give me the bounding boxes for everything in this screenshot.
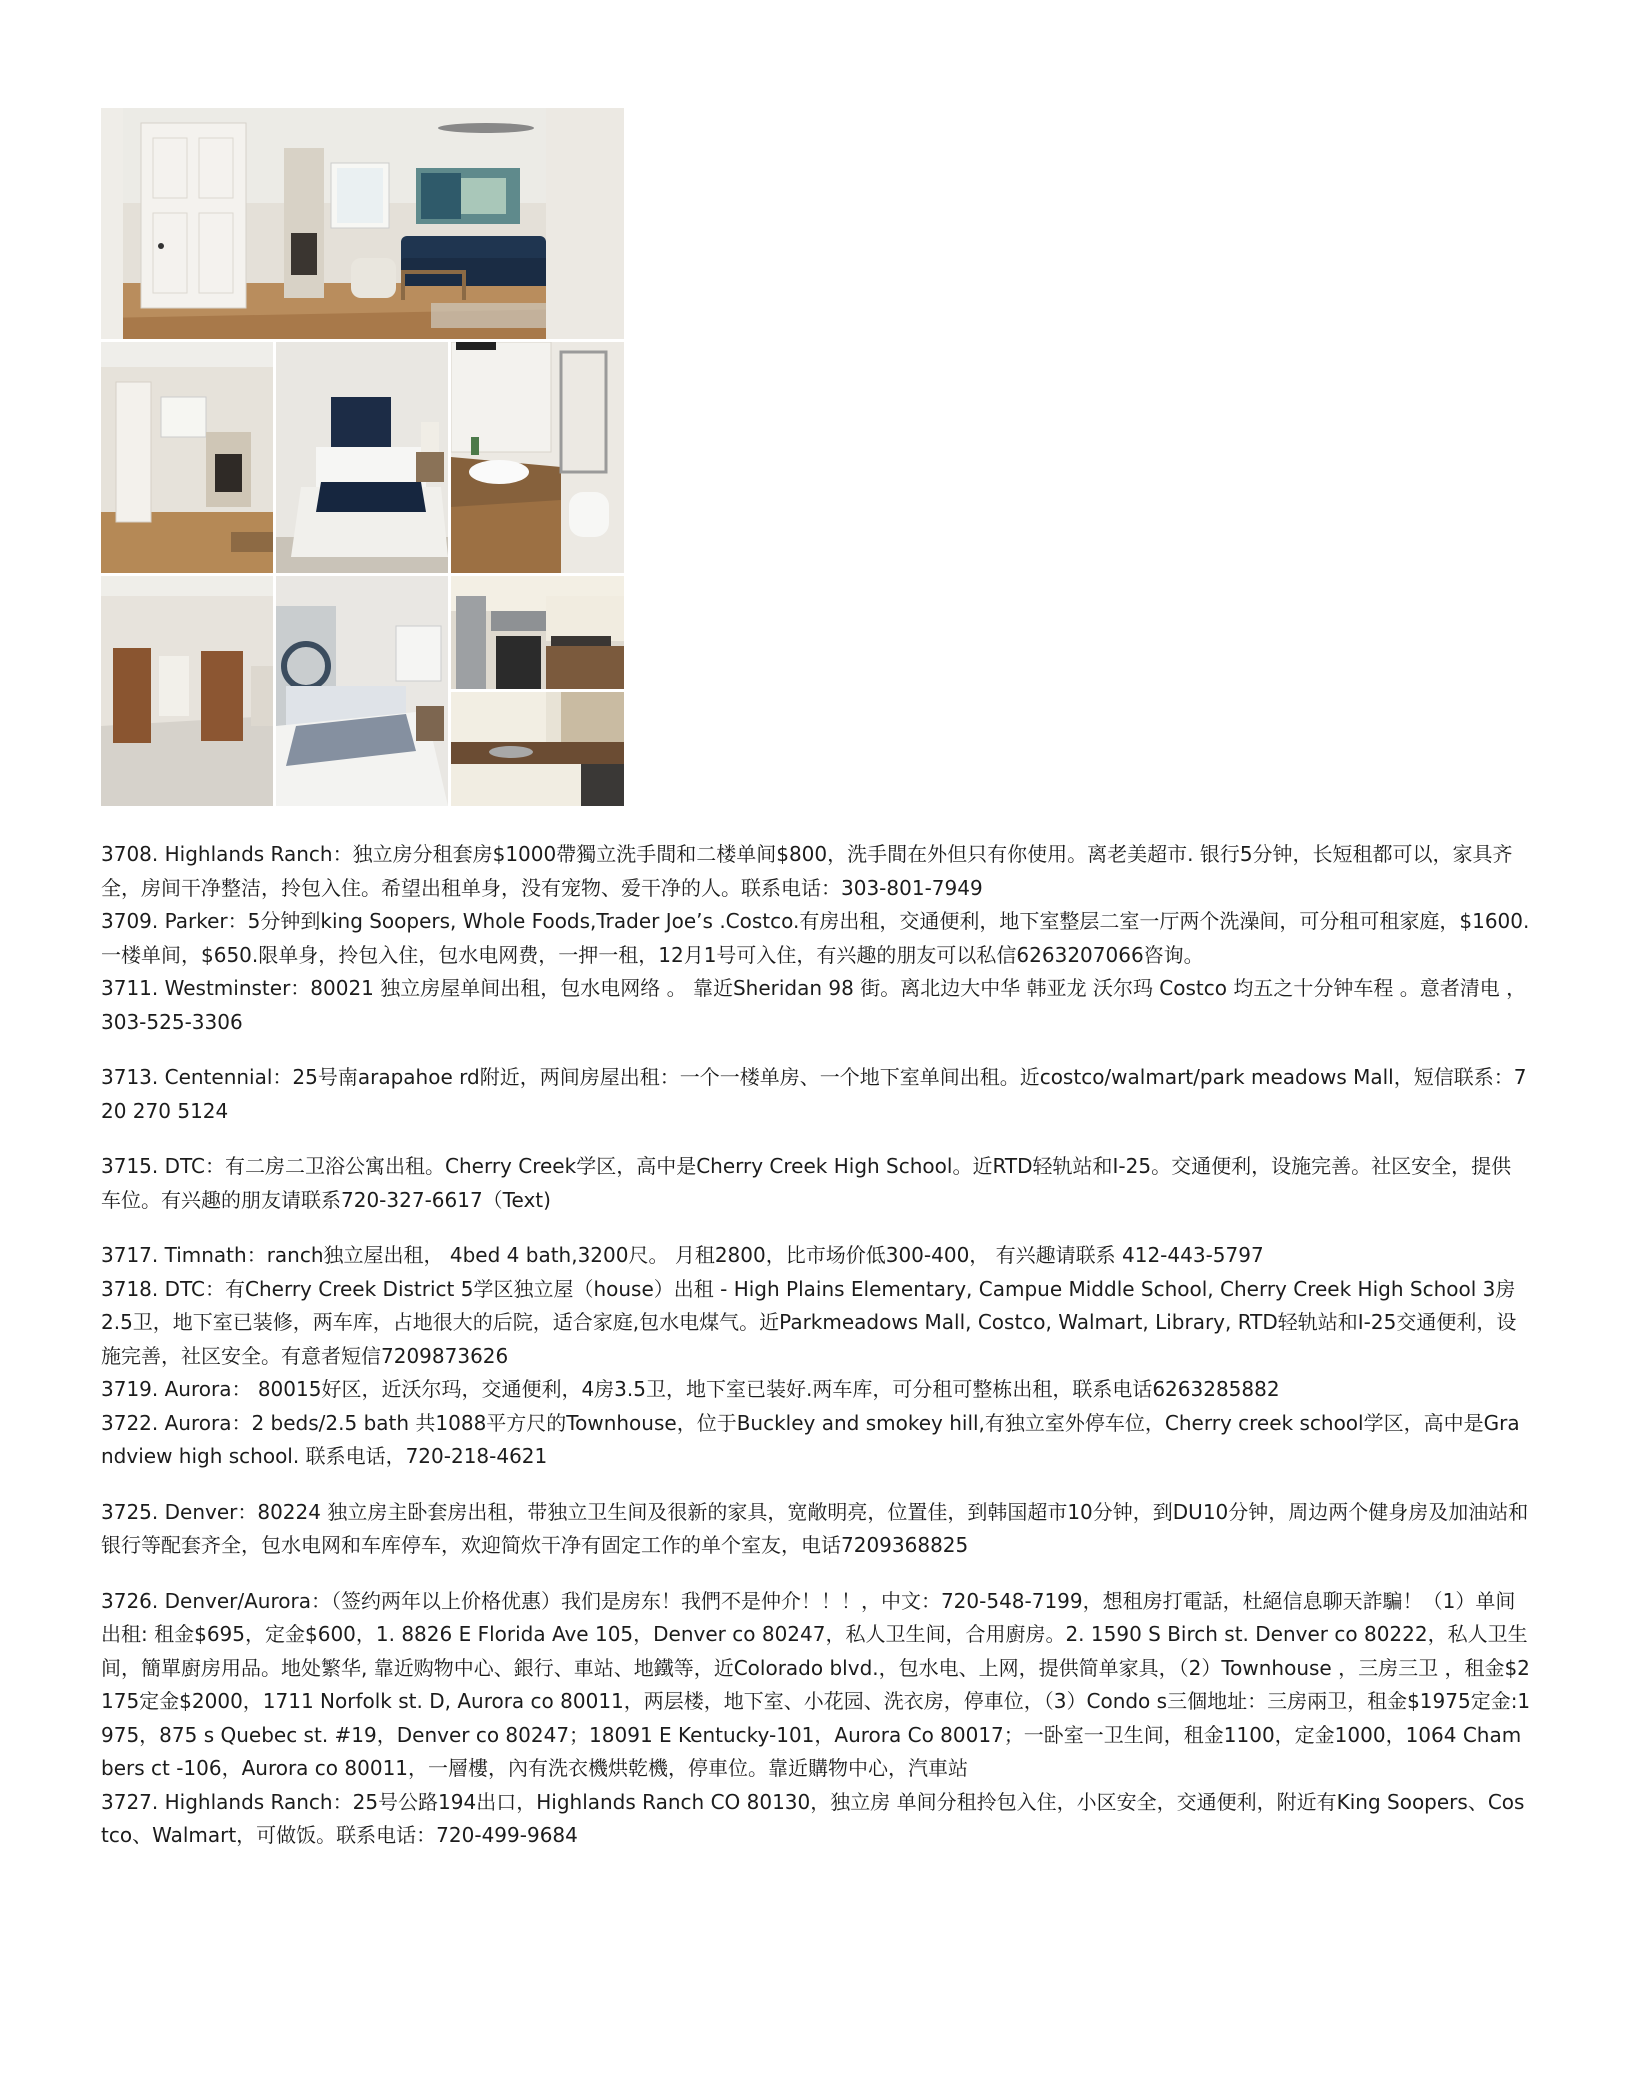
listing-3718: 3718. DTC：有Cherry Creek District 5学区独立屋（house）出租 - High Plains Elementary, Campue Middle School, Cherry Creek High School 3房2.5卫，地下室已装修，两车库，占地很大的后院，适合家庭,包水电煤气。近Parkmeadows Mall, Costco, Walmart, Library, RTD轻轨站和I-25交通便利，设施完善，社区安全。有意者短信7209873626 xyxy=(101,1276,1517,1368)
listing-3709: 3709. Parker：5分钟到king Soopers, Whole Foods,Trader Joe’s .Costco.有房出租，交通便利，地下室整层二室一厅两个洗澡间，可分租可租家庭，$1600.一楼单间，$650.限单身，拎包入住，包水电网费，一押一租，12月1号可入住，有兴趣的朋友可以私信6263207066咨询。 xyxy=(101,909,1530,967)
living-room-photo xyxy=(101,108,624,339)
listing-3722: 3722. Aurora：2 beds/2.5 bath 共1088平方尺的Townhouse，位于Buckley and smokey hill,有独立室外停车位，Cherry creek school学区，高中是Grandview high school. 联系电话，720-218-4621 xyxy=(101,1410,1520,1468)
basement-room-photo xyxy=(101,576,273,806)
living-room-fireplace-photo xyxy=(101,342,273,573)
kitchen-sink-photo xyxy=(451,692,624,806)
listing-3711: 3711. Westminster：80021 独立房屋单间出租，包水电网络 。 靠近Sheridan 98 街。离北边大中华 韩亚龙 沃尔玛 Costco 均五之十分钟车程 。意者清电 ，303-525-3306 xyxy=(101,976,1527,1034)
bedroom-photo xyxy=(276,342,448,573)
photo-collage xyxy=(101,108,624,806)
listing-3725: 3725. Denver：80224 独立房主卧套房出租，带独立卫生间及很新的家具，宽敞明亮，位置佳，到韩国超市10分钟，到DU10分钟，周边两个健身房及加油站和银行等配套齐全，包水电网和车库停车，欢迎简炊干净有固定工作的单个室友，电话7209368825 xyxy=(101,1499,1529,1557)
listing-3713: 3713. Centennial：25号南arapahoe rd附近，两间房屋出租：一个一楼单房、一个地下室单间出租。近costco/walmart/park meadows Mall，短信联系：720 270 5124 xyxy=(101,1065,1527,1123)
listing-3715: 3715. DTC：有二房二卫浴公寓出租。Cherry Creek学区，高中是Cherry Creek High School。近RTD轻轨站和I-25。交通便利，设施完善。社区安全，提供车位。有兴趣的朋友请联系720-327-6617（Text) xyxy=(101,1154,1512,1212)
listings-list xyxy=(101,838,1531,1853)
listing-3726: 3726. Denver/Aurora：（签约两年以上价格优惠）我们是房东！我們不是仲介！！！，中文：720-548-7199，想租房打電話，杜絕信息聊天詐騙！（1）单间出租: 租金$695，定金$600，1. 8826 E Florida Ave 105，Denver co 80247，私人卫生间，合用廚房。2. 1590 S Birch st. Denver co 80222，私人卫生间，簡單廚房用品。地处繁华, 靠近购物中心、銀行、車站、地鐵等，近Colorado blvd.，包水电、上网，提供简单家具，（2）Townhouse ，三房三卫 ，租金$2175定金$2000，1711 Norfolk st. D, Aurora co 80011，两层楼，地下室、小花园、洗衣房，停車位，（3）Condo s三個地址：三房兩卫，租金$1975定金:1975，875 s Quebec st. #19，Denver co 80247；18091 E Kentucky-101，Aurora Co 80017；一卧室一卫生间，租金1100，定金1000，1064 Chambers ct -106，Aurora co 80011，一層樓，內有洗衣機烘乾機，停車位。靠近購物中心，汽車站 xyxy=(101,1588,1531,1780)
kitchen-appliances-photo xyxy=(451,576,624,689)
bedroom-two-photo xyxy=(276,576,448,806)
bathroom-vanity-photo xyxy=(451,342,624,573)
listing-3727: 3727. Highlands Ranch：25号公路194出口，Highlands Ranch CO 80130，独立房 单间分租拎包入住，小区安全，交通便利，附近有King Soopers、Costco、Walmart，可做饭。联系电话：720-499-9684 xyxy=(101,1789,1525,1847)
listing-3719: 3719. Aurora： 80015好区，近沃尔玛，交通便利，4房3.5卫，地下室已装好.两车库，可分租可整栋出租，联系电话6263285882 xyxy=(101,1377,1280,1401)
listing-3717: 3717. Timnath：ranch独立屋出租， 4bed 4 bath,3200尺。 月租2800，比市场价低300-400， 有兴趣请联系 412-443-5797 xyxy=(101,1243,1264,1267)
listing-3708: 3708. Highlands Ranch：独立房分租套房$1000帶獨立洗手間和二楼单间$800，洗手間在外但只有你使用。离老美超市. 银行5分钟，长短租都可以，家具齐全，房间干净整洁，拎包入住。希望出租单身，没有宠物、爱干净的人。联系电话：303-801-7949 xyxy=(101,842,1513,900)
